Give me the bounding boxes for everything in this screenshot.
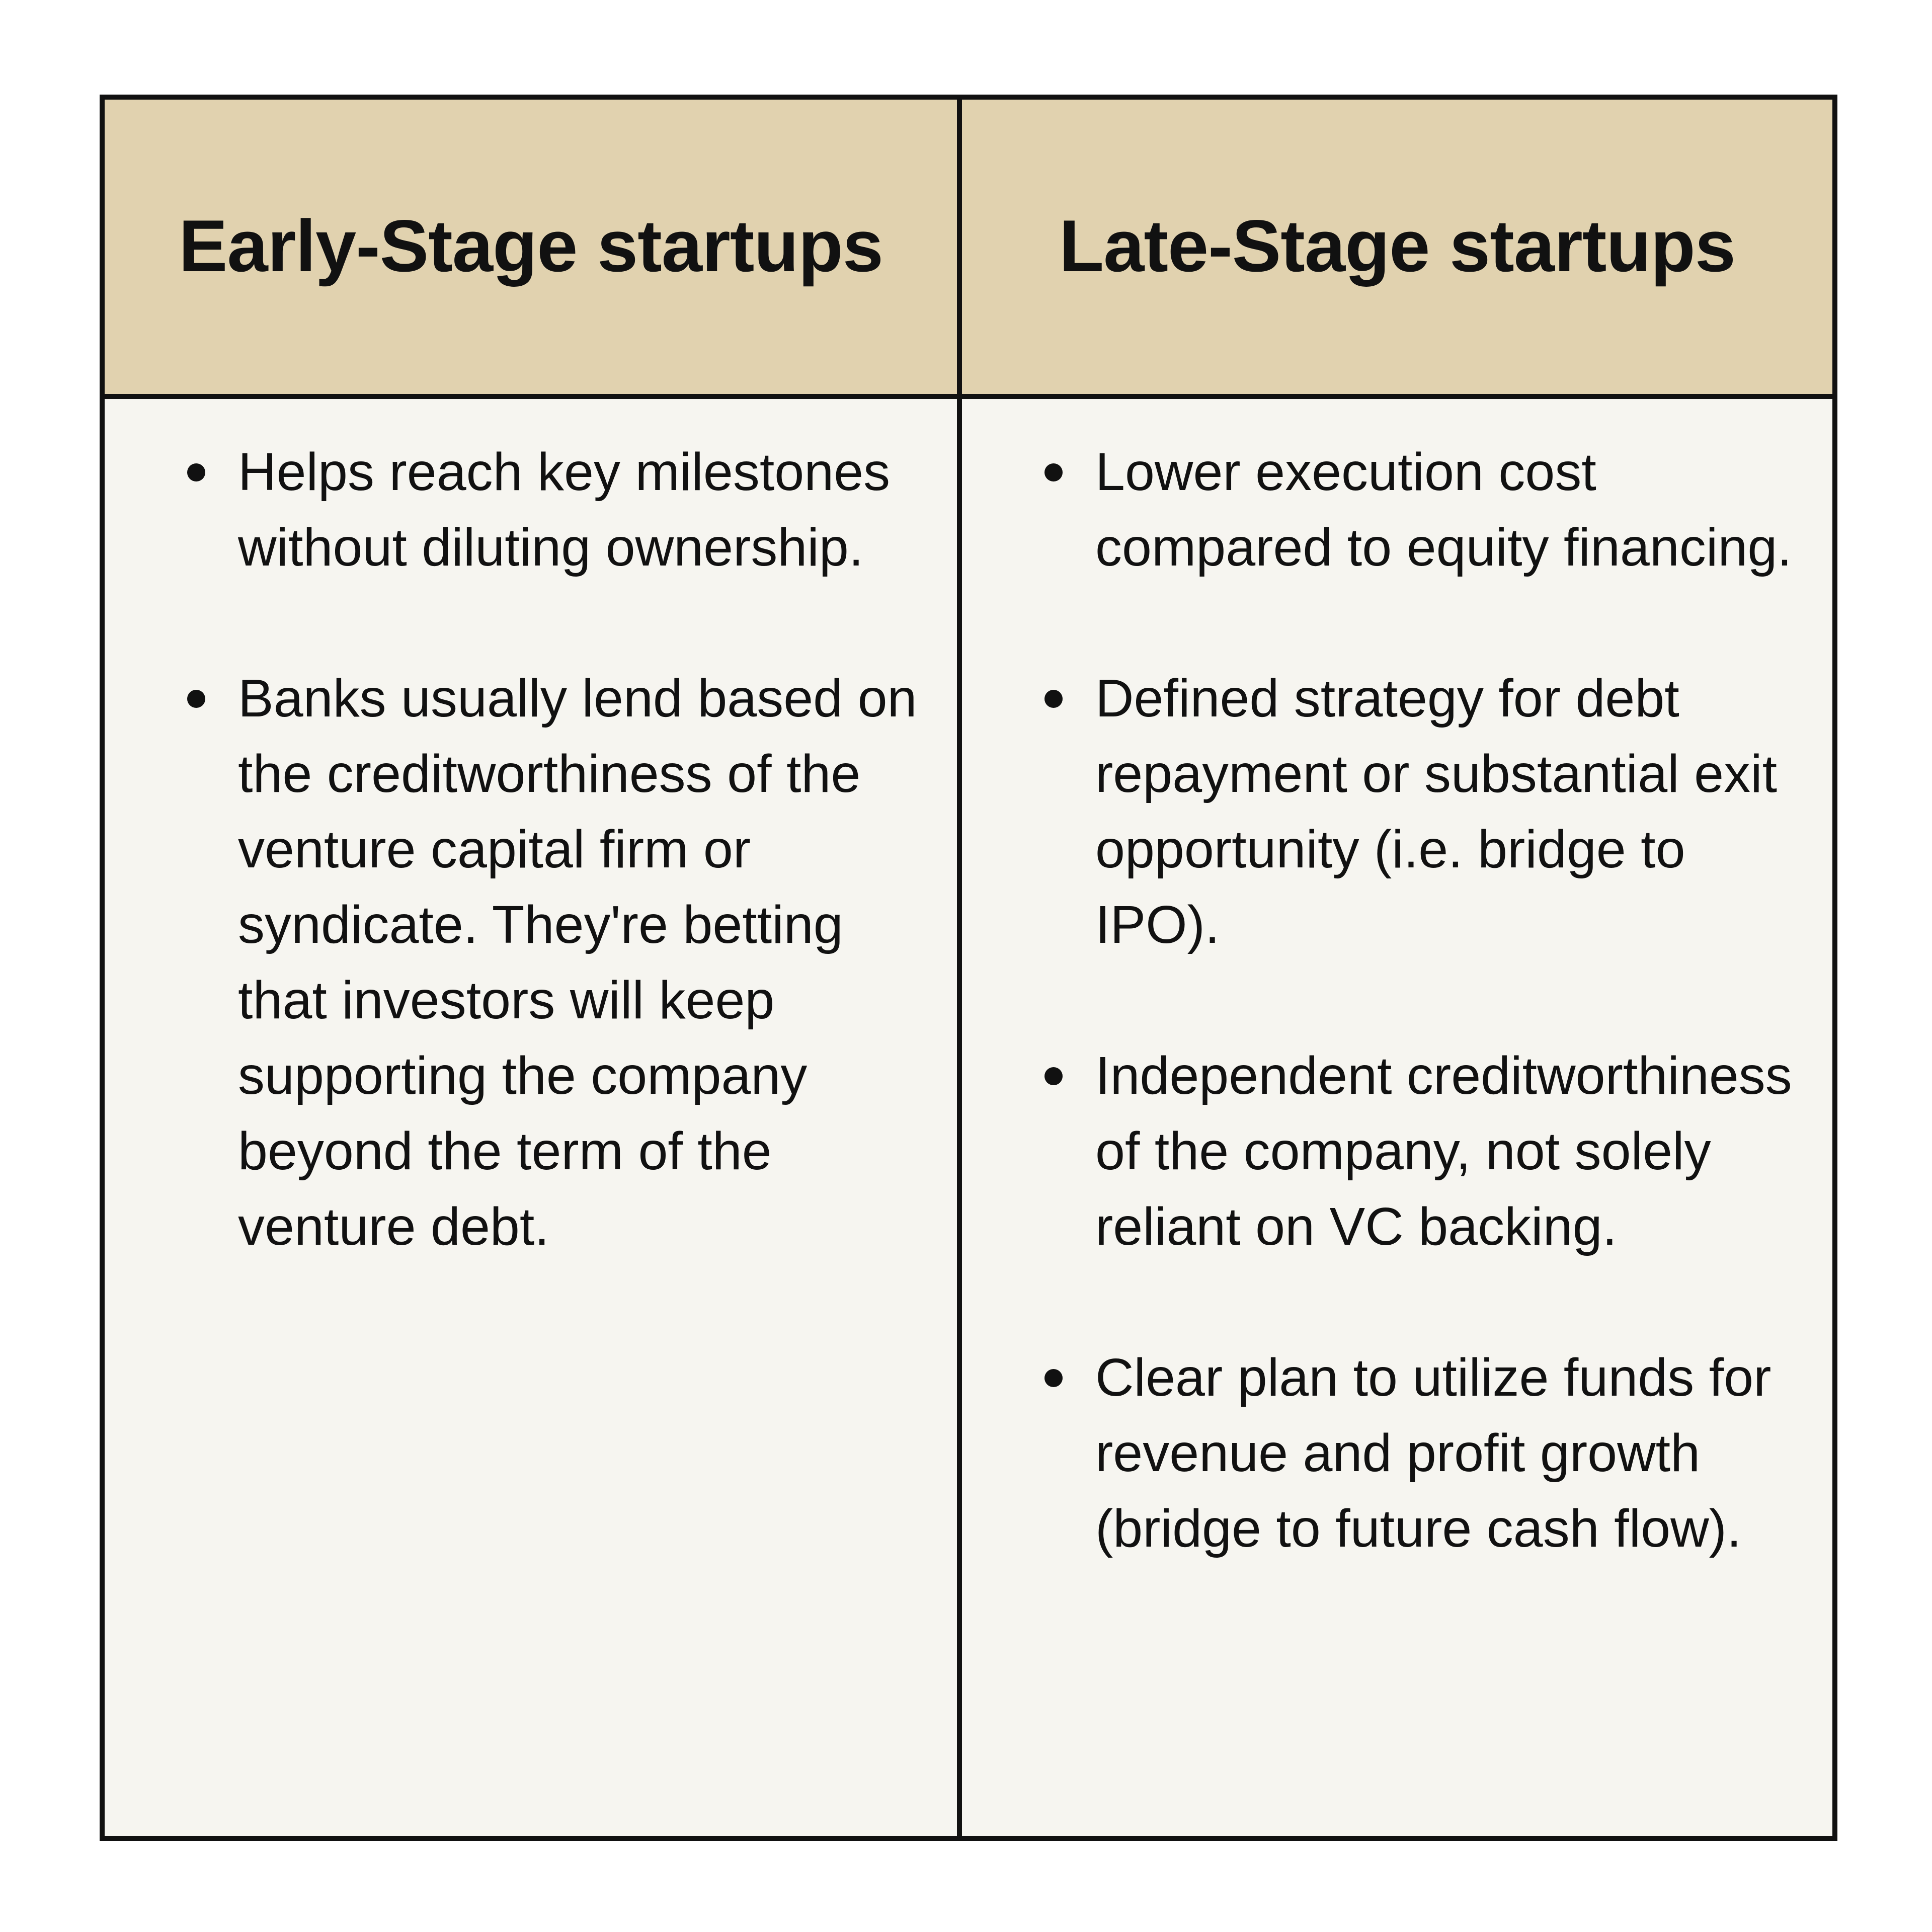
bullet-icon	[1044, 463, 1063, 481]
late-stage-column	[962, 399, 1832, 1836]
list-item	[962, 1038, 1832, 1264]
bullet-icon	[187, 463, 205, 481]
bullet-icon	[1044, 1067, 1063, 1085]
header-late-stage: Late-Stage startups	[962, 100, 1832, 399]
bullet-icon	[187, 690, 205, 708]
bullet-icon	[1044, 1369, 1063, 1387]
header-early-stage: Early-Stage startups	[105, 100, 962, 399]
list-item-text: Independent creditworthiness of the company, not solely reliant on VC backing.	[1095, 1046, 1792, 1256]
list-item	[105, 661, 957, 1264]
early-stage-list	[105, 434, 957, 1264]
list-item-text: Defined strategy for debt repayment or substantial exit opportunity (i.e. bridge to IPO).	[1095, 669, 1778, 954]
list-item	[962, 434, 1832, 585]
list-item	[105, 434, 957, 585]
list-item-text: Banks usually lend based on the creditworthiness of the venture capital firm or syndicate. They're betting that investors will keep supporting the company beyond the term of the venture debt.	[238, 669, 917, 1256]
list-item-text: Lower execution cost compared to equity financing.	[1095, 442, 1792, 577]
bullet-icon	[1044, 690, 1063, 708]
list-item-text: Clear plan to utilize funds for revenue and profit growth (bridge to future cash flow).	[1095, 1348, 1772, 1558]
late-stage-list	[962, 434, 1832, 1566]
comparison-table	[100, 95, 1837, 1841]
list-item	[962, 661, 1832, 962]
early-stage-column	[105, 399, 962, 1836]
list-item-text: Helps reach key milestones without diluting ownership.	[238, 442, 891, 577]
list-item	[962, 1340, 1832, 1566]
